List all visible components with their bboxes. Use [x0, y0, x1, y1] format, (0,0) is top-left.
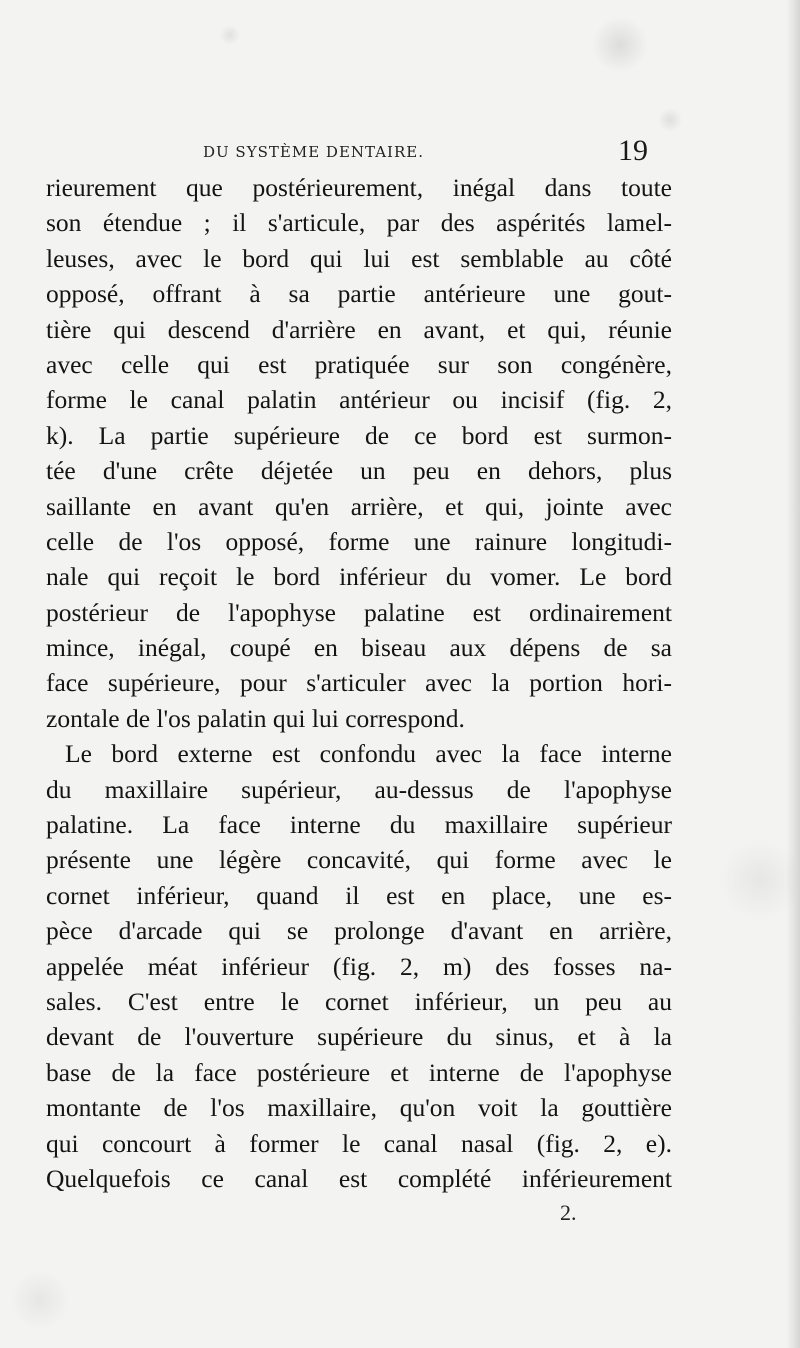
page-number: 19	[618, 134, 648, 167]
text-line: pèce d'arcade qui se prolonge d'avant en arrière,	[46, 916, 672, 946]
running-head: DU SYSTÈME DENTAIRE.	[203, 143, 424, 161]
text-line: leuses, avec le bord qui lui est semblable au côté	[46, 243, 672, 273]
text-line: forme le canal palatin antérieur ou incisif (fig. 2,	[46, 385, 672, 415]
text-line: postérieur de l'apophyse palatine est ordinairement	[46, 597, 672, 627]
text-line: cornet inférieur, quand il est en place, une es-	[46, 880, 672, 910]
text-line: rieurement que postérieurement, inégal dans toute	[46, 173, 672, 202]
text-line: saillante en avant qu'en arrière, et qui, jointe avec	[46, 491, 672, 521]
page-edge-shadow	[786, 0, 800, 1348]
text-line: k). La partie supérieure de ce bord est surmon-	[46, 420, 672, 450]
text-line: devant de l'ouverture supérieure du sinus, et à la	[46, 1022, 672, 1052]
text-line: base de la face postérieure et interne de l'apophyse	[46, 1057, 672, 1087]
text-line: Quelquefois ce canal est complété inférieurement	[46, 1163, 672, 1193]
text-line: avec celle qui est pratiquée sur son congénère,	[46, 349, 672, 379]
text-line: palatine. La face interne du maxillaire supérieur	[46, 810, 672, 840]
text-line: tière qui descend d'arrière en avant, et qui, réunie	[46, 314, 672, 344]
text-line: nale qui reçoit le bord inférieur du vomer. Le bord	[46, 562, 672, 592]
text-line: du maxillaire supérieur, au-dessus de l'apophyse	[46, 774, 672, 804]
text-line: tée d'une crête déjetée un peu en dehors, plus	[46, 456, 672, 486]
text-line: celle de l'os opposé, forme une rainure longitudi-	[46, 526, 672, 556]
text-line: face supérieure, pour s'articuler avec la portion hori-	[46, 668, 672, 698]
text-line: présente une légère concavité, qui forme avec le	[46, 845, 672, 875]
body-text	[46, 170, 672, 1196]
signature-mark: 2.	[560, 1200, 577, 1225]
text-line: opposé, offrant à sa partie antérieure une gout-	[46, 279, 672, 309]
text-line: zontale de l'os palatin qui lui correspond.	[46, 703, 465, 733]
text-line: montante de l'os maxillaire, qu'on voit la gouttière	[46, 1093, 672, 1123]
text-line: appelée méat inférieur (fig. 2, m) des fosses na-	[46, 951, 672, 981]
text-line: sales. C'est entre le cornet inférieur, un peu au	[46, 986, 672, 1016]
text-line: Le bord externe est confondu avec la face interne	[65, 739, 672, 769]
text-line: qui concourt à former le canal nasal (fig. 2, e).	[46, 1128, 672, 1158]
text-line: mince, inégal, coupé en biseau aux dépens de sa	[46, 633, 672, 663]
text-line: son étendue ; il s'articule, par des aspérités lamel-	[46, 208, 672, 238]
